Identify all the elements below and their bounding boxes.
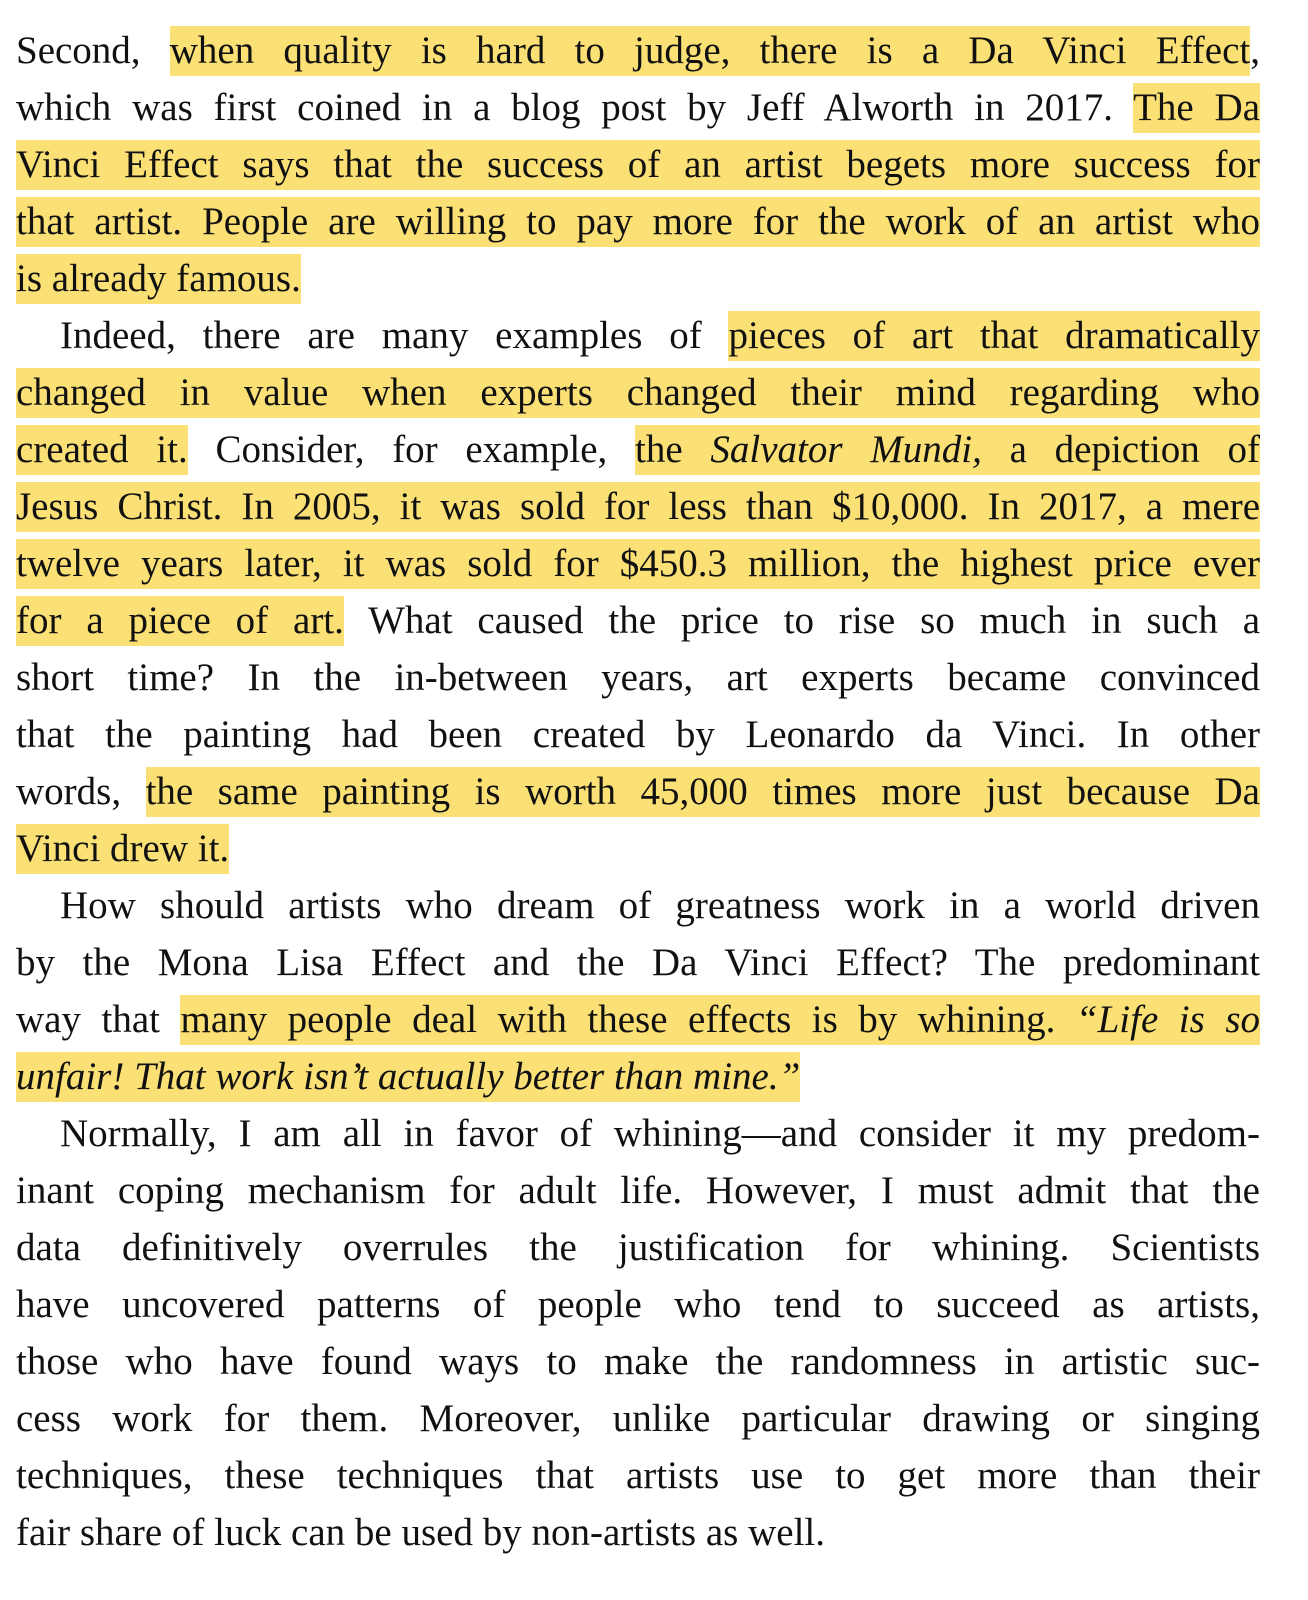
highlighted-text: is already famous. xyxy=(16,254,301,304)
body-text: which was first coined in a blog post by Jeff Alworth in 2017. xyxy=(16,86,1134,129)
body-text: data definitively overrules the justification for whining. Scientists xyxy=(16,1226,1260,1269)
body-text: by the Mona Lisa Effect and the Da Vinci Effect? The predominant xyxy=(16,941,1260,984)
highlighted-text: many people deal with these effects is by whining. xyxy=(180,995,1075,1045)
text-line xyxy=(16,1162,1260,1219)
body-text: Second, xyxy=(16,29,170,72)
highlighted-text: unfair! That work isn’t actually better than mine.” xyxy=(16,1052,800,1102)
highlighted-text: changed in value when experts changed their mind regarding who xyxy=(16,368,1260,418)
text-line xyxy=(16,307,1260,364)
text-line xyxy=(16,1276,1260,1333)
text-line xyxy=(16,1048,1260,1105)
highlighted-text: created it. xyxy=(16,425,188,475)
highlighted-text: pieces of art that dramatically xyxy=(728,311,1260,361)
text-line xyxy=(16,649,1260,706)
text-line xyxy=(16,991,1260,1048)
body-text: Consider, for example, xyxy=(187,428,635,471)
body-text: What caused the price to rise so much in such a xyxy=(343,599,1260,642)
body-text: Normally, I am all in favor of whining—and consider it my predom- xyxy=(60,1112,1260,1155)
text-line xyxy=(16,706,1260,763)
highlighted-text: that artist. People are willing to pay more for the work of an artist who xyxy=(16,197,1260,247)
body-text: have uncovered patterns of people who tend to succeed as artists, xyxy=(16,1283,1260,1326)
highlighted-text: a depiction of xyxy=(982,425,1260,475)
highlighted-text: the xyxy=(635,425,710,475)
body-text: those who have found ways to make the randomness in artistic suc- xyxy=(16,1340,1260,1383)
body-text: Indeed, there are many examples of xyxy=(60,314,729,357)
text-line xyxy=(16,136,1260,193)
text-line xyxy=(16,877,1260,934)
highlighted-text: the same painting is worth 45,000 times more just because Da xyxy=(146,767,1260,817)
highlighted-text: Jesus Christ. In 2005, it was sold for less than $10,000. In 2017, a mere xyxy=(16,482,1260,532)
text-line xyxy=(16,535,1260,592)
text-line xyxy=(16,79,1260,136)
body-text: , xyxy=(1250,29,1260,72)
text-line xyxy=(16,1333,1260,1390)
text-line xyxy=(16,250,1260,307)
text-line xyxy=(16,364,1260,421)
text-line xyxy=(16,421,1260,478)
text-line xyxy=(16,763,1260,820)
body-text: way that xyxy=(16,998,181,1041)
body-text: fair share of luck can be used by non-artists as well. xyxy=(16,1511,825,1554)
text-line xyxy=(16,1105,1260,1162)
body-text: How should artists who dream of greatness work in a world driven xyxy=(60,884,1260,927)
text-line xyxy=(16,1390,1260,1447)
body-text: cess work for them. Moreover, unlike particular drawing or singing xyxy=(16,1397,1260,1440)
text-line xyxy=(16,934,1260,991)
body-text: short time? In the in-between years, art experts became convinced xyxy=(16,656,1260,699)
highlighted-text: for a piece of art. xyxy=(16,596,344,646)
body-text: techniques, these techniques that artists use to get more than their xyxy=(16,1454,1260,1497)
highlighted-text: Vinci Effect says that the success of an artist begets more success for xyxy=(16,140,1260,190)
text-line xyxy=(16,1447,1260,1504)
text-line xyxy=(16,478,1260,535)
body-text: words, xyxy=(16,770,146,813)
highlighted-text: when quality is hard to judge, there is a Da Vinci Effect xyxy=(170,26,1251,76)
text-line xyxy=(16,592,1260,649)
body-text: inant coping mechanism for adult life. However, I must admit that the xyxy=(16,1169,1260,1212)
highlighted-text: The Da xyxy=(1133,83,1260,133)
highlighted-text: Vinci drew it. xyxy=(16,824,229,874)
body-text: that the painting had been created by Leonardo da Vinci. In other xyxy=(16,713,1260,756)
text-line xyxy=(16,22,1260,79)
highlighted-text: twelve years later, it was sold for $450.3 million, the highest price ever xyxy=(16,539,1260,589)
text-line xyxy=(16,820,1260,877)
text-line xyxy=(16,1219,1260,1276)
text-line xyxy=(16,1504,1260,1561)
highlighted-text: Salvator Mundi, xyxy=(710,425,981,475)
text-line xyxy=(16,193,1260,250)
highlighted-text: “Life is so xyxy=(1076,995,1260,1045)
